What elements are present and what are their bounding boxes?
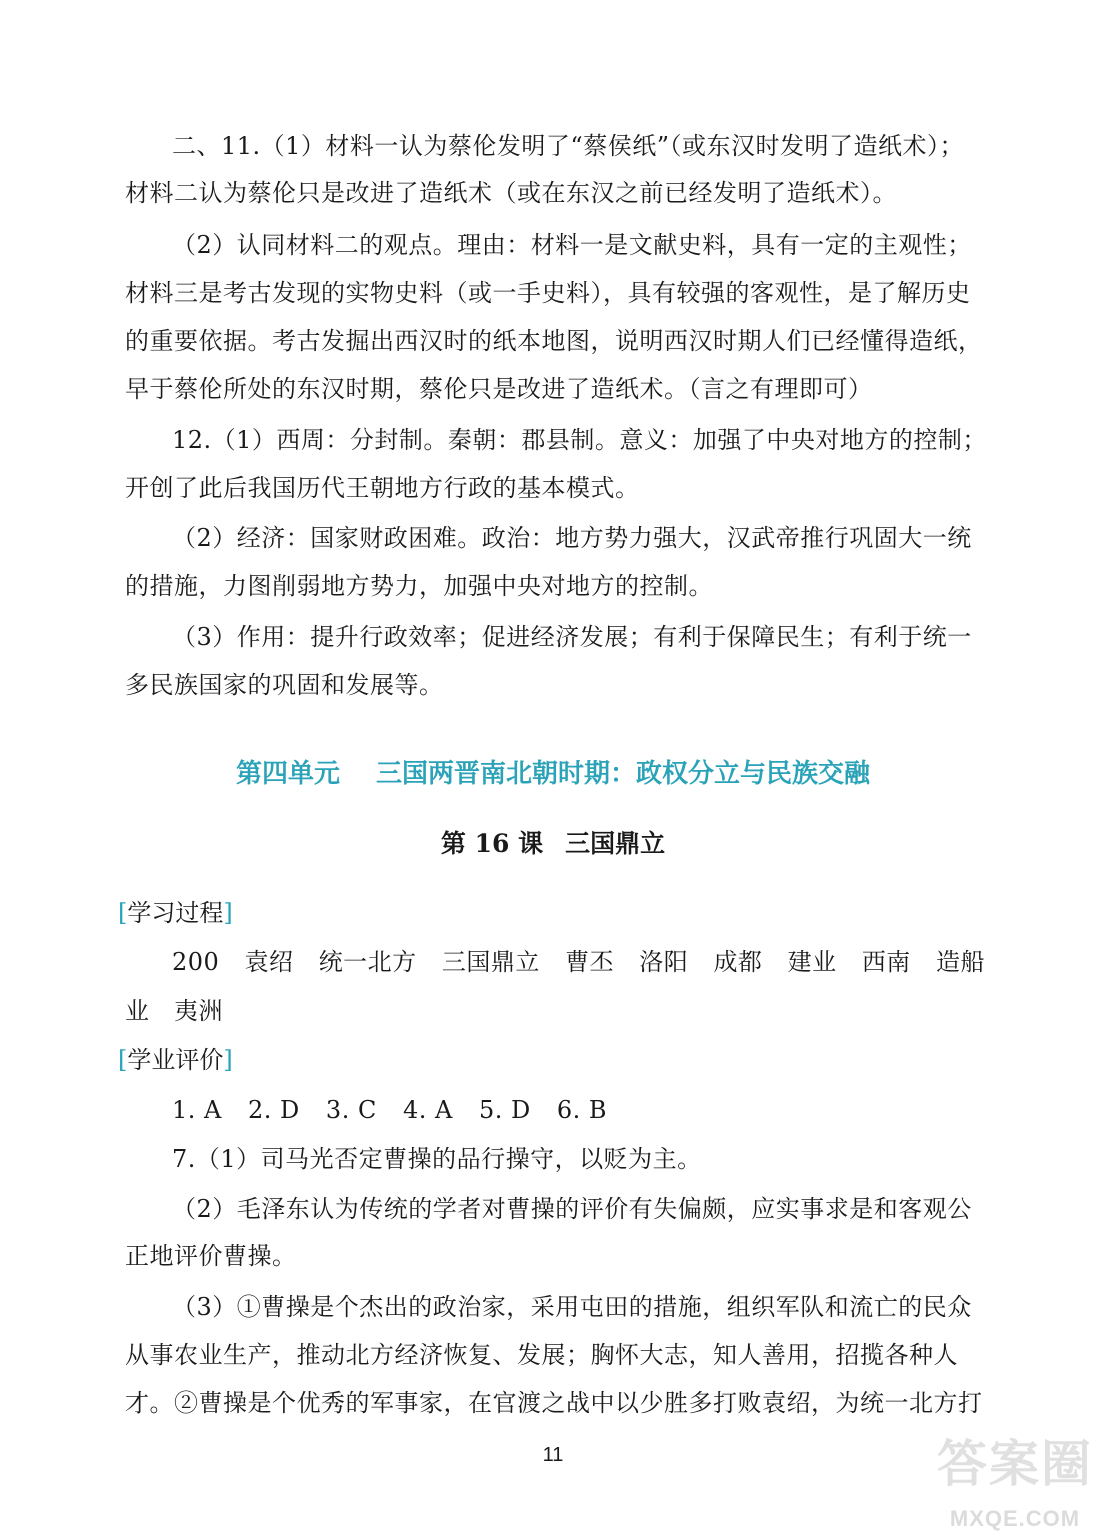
process-term: 袁绍	[244, 948, 294, 976]
unit-title: 三国两晋南北朝时期：政权分立与民族交融	[376, 759, 871, 789]
bracket-open-icon: [	[118, 899, 128, 927]
process-term: 西南	[861, 948, 911, 976]
q11-part2-line2: 材料三是考古发现的实物史料（或一手史料），具有较强的客观性，是了解历史	[125, 279, 971, 307]
q11-part2-line3: 的重要依据。考古发掘出西汉时的纸本地图，说明西汉时期人们已经懂得造纸，	[125, 327, 983, 355]
choice-answer: 5. D	[478, 1096, 531, 1124]
q12-part1-line1: 12.（1）西周：分封制。秦朝：郡县制。意义：加强了中央对地方的控制；	[172, 426, 987, 454]
q7-part3-line2: 从事农业生产，推动北方经济恢复、发展；胸怀大志，知人善用，招揽各种人	[125, 1341, 958, 1369]
q12-part2-line1: （2）经济：国家财政困难。政治：地方势力强大，汉武帝推行巩固大一统	[172, 524, 972, 552]
section-label-evaluation: [学业评价]	[118, 1046, 233, 1074]
process-term: 曹丕	[565, 948, 615, 976]
page-number: 11	[542, 1444, 564, 1466]
process-term: 洛阳	[639, 948, 689, 976]
q7-part2-line1: （2）毛泽东认为传统的学者对曹操的评价有失偏颇，应实事求是和客观公	[172, 1195, 972, 1223]
q7-part2-line2: 正地评价曹操。	[125, 1242, 297, 1270]
q12-part3-line1: （3）作用：提升行政效率；促进经济发展；有利于保障民生；有利于统一	[172, 623, 972, 651]
process-term: 三国鼎立	[441, 948, 540, 976]
choice-answer: 2. D	[248, 1096, 300, 1124]
bracket-close-icon: ]	[223, 1046, 233, 1074]
choice-answer: 4. A	[402, 1096, 453, 1124]
lesson-title: 三国鼎立	[565, 829, 666, 858]
process-term: 造船	[936, 948, 985, 976]
process-term: 200	[172, 948, 220, 976]
q11-part1-line2: 材料二认为蔡伦只是改进了造纸术（或在东汉之前已经发明了造纸术）。	[125, 179, 897, 207]
section-label-process: [学习过程]	[118, 899, 233, 927]
watermark-site: MXQE.COM	[949, 1506, 1081, 1531]
q7-part3-line1: （3）①曹操是个杰出的政治家，采用屯田的措施，组织军队和流亡的民众	[172, 1293, 972, 1321]
bracket-close-icon: ]	[223, 899, 233, 927]
choice-answer: 3. C	[325, 1096, 377, 1124]
lesson-heading	[0, 827, 1106, 861]
lesson-number: 第 16 课	[440, 829, 544, 858]
unit-number: 第四单元	[235, 759, 340, 789]
q12-part3-line2: 多民族国家的巩固和发展等。	[125, 671, 444, 699]
q7-part1: 7.（1）司马光否定曹操的品行操守，以贬为主。	[172, 1145, 702, 1173]
bracket-open-icon: [	[118, 1046, 128, 1074]
process-term: 统一北方	[318, 948, 417, 976]
process-term: 成都	[713, 948, 763, 976]
watermark-glyphs: 答案圈	[937, 1435, 1093, 1493]
choice-answer: 6. B	[556, 1096, 608, 1124]
choice-answers	[172, 1094, 985, 1126]
unit-heading	[0, 757, 1106, 791]
process-term: 建业	[787, 948, 837, 976]
watermark-logo	[930, 1436, 1100, 1532]
q11-part2-line4: 早于蔡伦所处的东汉时期，蔡伦只是改进了造纸术。（言之有理即可）	[125, 375, 873, 403]
choice-answer: 1. A	[172, 1096, 222, 1124]
q11-part1-line1: 二、11.（1）材料一认为蔡伦发明了“蔡侯纸”（或东汉时发明了造纸术）；	[172, 132, 964, 160]
process-terms-line2: 业 夷洲	[125, 997, 223, 1025]
q11-part2-line1: （2）认同材料二的观点。理由：材料一是文献史料，具有一定的主观性；	[172, 231, 972, 259]
process-terms-line1	[172, 946, 985, 978]
q12-part2-line2: 的措施，力图削弱地方势力，加强中央对地方的控制。	[125, 572, 713, 600]
q7-part3-line3: 才。②曹操是个优秀的军事家，在官渡之战中以少胜多打败袁绍，为统一北方打	[125, 1389, 983, 1417]
q12-part1-line2: 开创了此后我国历代王朝地方行政的基本模式。	[125, 474, 640, 502]
